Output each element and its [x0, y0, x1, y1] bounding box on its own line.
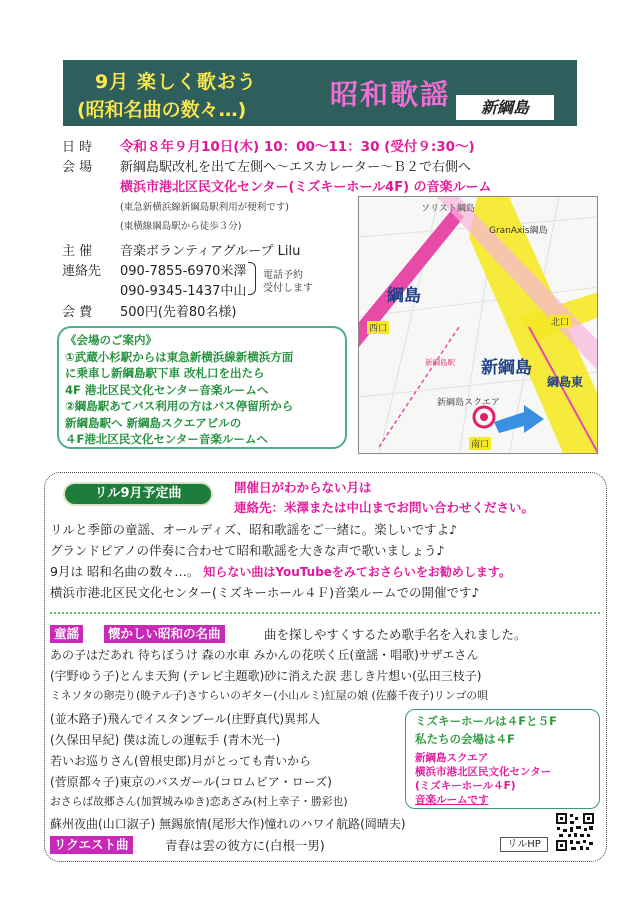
guide-line: ②綱島駅あてバス利用の方はバス停留所から	[65, 399, 294, 413]
dotted-separator	[50, 612, 600, 614]
tag-request: リクエスト曲	[50, 836, 133, 854]
contact-phone-1: 090-7855-6970米澤	[120, 264, 247, 279]
plan-body-2: グランドピアノの伴奏に合わせて昭和歌謡を大きな声で歌いましょう♪	[50, 543, 445, 558]
date-value: 令和８年９月10日(木) 10：00〜11：30 (受付９:30〜)	[120, 139, 475, 155]
contact-phone-2: 090-9345-1437中山	[120, 284, 247, 299]
song-line: (久保田早紀) 僕は流しの運転手 (青木光一)	[50, 733, 281, 747]
song-line: ミネソタの卵売り(暁テル子)さすらいのギター(小山ルミ)紅屋の娘 (佐藤千夜子)リンゴの唄	[50, 689, 488, 702]
guide-title: 《会場のご案内》	[65, 333, 157, 347]
fee-label: 会 費	[62, 305, 93, 320]
guide-line: ４F港北区民文化センター音楽ルームへ	[65, 432, 268, 446]
plan-badge: リル9月予定曲	[63, 482, 213, 506]
songs-intro: 曲を探しやすくするため歌手名を入れました。	[264, 627, 527, 642]
guide-line: ①武蔵小杉駅からは東急新横浜線新横浜方面	[65, 349, 294, 364]
venue-floor-title: ミズキーホールは４Fと５F	[415, 714, 557, 728]
venue-guide-box	[57, 326, 347, 449]
venue-label: 会 場	[62, 160, 93, 175]
venue-line: 新綱島スクエア	[415, 752, 489, 764]
map-label-square: 新綱島スクエア	[437, 398, 500, 408]
venue-floor-subtitle: 私たちの会場は４F	[415, 732, 515, 746]
guide-line: 4F 港北区民文化センター音楽ルームへ	[65, 382, 269, 397]
access-note-1: (東急新横浜線新綱島駅利用が便利です)	[120, 202, 289, 213]
contact-note-1: 電話予約	[263, 270, 303, 281]
request-song: 青春は雲の彼方に(白根一男)	[165, 838, 325, 853]
guide-line: 新綱島駅へ 新綱島スクエアビルの	[65, 415, 242, 430]
host-value: 音楽ボランティアグループ Lilu	[120, 244, 301, 259]
map-label-shin-tsunashima: 新綱島	[481, 358, 532, 378]
song-line: おさらば故郷さん(加賀城みゆき)恋あざみ(村上幸子・勝彩也)	[50, 795, 348, 808]
plan-body-3	[50, 562, 511, 580]
banner-main-title: 昭和歌謡	[330, 78, 451, 111]
plan-notice-2: 連絡先：米澤または中山までお問い合わせください。	[234, 500, 535, 515]
contact-label: 連絡先	[62, 264, 102, 279]
homepage-label: リルHP	[500, 837, 548, 852]
song-line: (並木路子)飛んでイスタンブール(庄野真代)異邦人	[50, 712, 321, 726]
plan-notice-1: 開催日がわからない月は	[234, 480, 372, 495]
song-line: 若いお巡りさん(曽根史郎)月がとっても青いから	[50, 754, 312, 768]
map-label-north-exit: 北口	[549, 315, 571, 328]
banner-line-1: 9月 楽しく歌おう	[95, 71, 257, 93]
song-line: (菅原都々子)東京のバスガール(コロムビア・ローズ)	[50, 775, 332, 789]
tag-nursery-rhymes: 童謡	[50, 625, 83, 643]
date-label: 日 時	[62, 140, 93, 155]
qr-code-icon[interactable]	[555, 812, 595, 852]
fee-value: 500円(先着80名様)	[120, 305, 237, 320]
contact-note-2: 受付します	[263, 283, 313, 294]
venue-line: 横浜市港北区民文化センター	[415, 766, 552, 778]
map-label-station: 新綱島駅	[425, 358, 455, 367]
access-note-2: (東横線綱島駅から徒歩３分)	[120, 221, 242, 232]
host-label: 主 催	[62, 244, 93, 259]
plan-body-4: 横浜市港北区民文化センター(ミズキーホール４Ｆ)音楽ルームでの開催です♪	[50, 585, 480, 600]
song-line: (宇野ゆう子)とんま天狗 (テレビ主題歌)砂に消えた涙 悲しき片想い(弘田三枝子)	[50, 669, 482, 683]
area-map	[358, 196, 598, 454]
banner-line-2: (昭和名曲の数々…)	[77, 99, 247, 121]
guide-line: に乗車し新綱島駅下車 改札口を出たら	[65, 366, 265, 380]
song-line: あの子はだあれ 待ちぼうけ 森の水車 みかんの花咲く丘(童謡・唱歌)サザエさん	[50, 648, 479, 662]
map-label-south-exit: 南口	[469, 437, 491, 450]
map-label-tsunashima-east: 綱島東	[547, 375, 584, 389]
map-label-tsunashima: 綱島	[387, 286, 421, 306]
tag-showa-classics: 懐かしい昭和の名曲	[104, 625, 225, 643]
map-label-west-exit: 西口	[367, 321, 389, 334]
venue-line: 音楽ルームです	[415, 794, 489, 806]
venue-name: 横浜市港北区民文化センター(ミズキーホール4F) の音楽ルーム	[120, 180, 492, 195]
song-line: 蘇州夜曲(山口淑子) 無錫旅情(尾形大作)憧れのハワイ航路(岡晴夫)	[50, 817, 406, 831]
plan-body-1: リルと季節の童謡、オールディズ、昭和歌謡をご一緒に。楽しいですよ♪	[50, 522, 458, 537]
contact-bracket	[248, 262, 256, 295]
map-label-solisto: ソリスト綱島	[421, 204, 475, 214]
plan-body-3a: 9月は 昭和名曲の数々…。	[50, 564, 200, 579]
venue-line: (ミズキーホール４F)	[415, 780, 516, 792]
venue-directions: 新綱島駅改札を出て左側へ〜エスカレーター〜Ｂ２で右側へ	[120, 160, 472, 175]
map-label-granaxis: GranAxis綱島	[489, 226, 548, 236]
banner-location: 新綱島	[456, 95, 554, 120]
plan-body-3b: 知らない曲はYouTubeをみておさらいをお勧めします。	[203, 565, 511, 579]
